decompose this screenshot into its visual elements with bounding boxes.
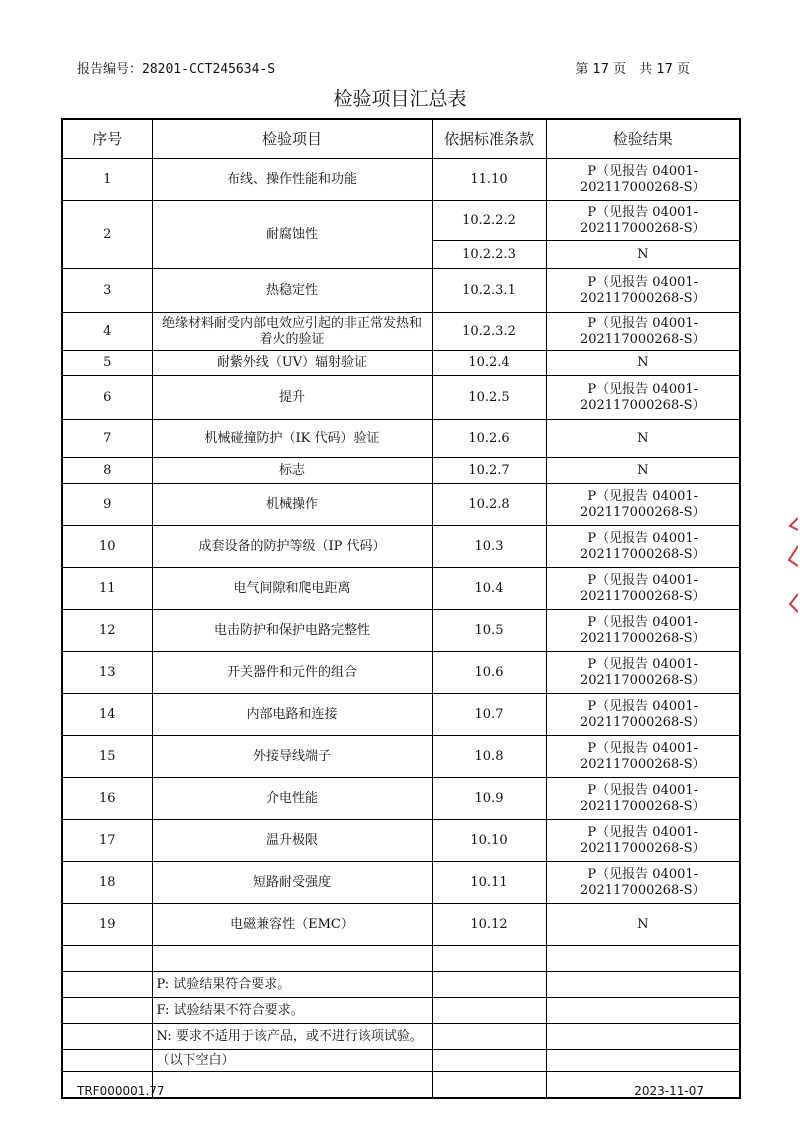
cell-clause: 10.2.8 [432, 484, 546, 526]
cell-item: 内部电路和连接 [152, 694, 432, 736]
table-row [62, 420, 740, 458]
cell-item: 成套设备的防护等级（IP 代码） [152, 526, 432, 568]
note-text: （以下空白） [152, 1050, 432, 1072]
table-row [62, 862, 740, 904]
cell-item: 标志 [152, 458, 432, 484]
cell-result: P（见报告 04001-202117000268-S） [546, 862, 740, 904]
cell-clause: 10.8 [432, 736, 546, 778]
cell-clause: 10.7 [432, 694, 546, 736]
cell-no: 11 [62, 568, 152, 610]
cell-no: 18 [62, 862, 152, 904]
cell-result: N [546, 351, 740, 376]
table-row [62, 610, 740, 652]
table-row [62, 458, 740, 484]
page-number: 第 17 页 共 17 页 [575, 62, 690, 77]
cell-no [62, 946, 152, 972]
cell-result: P（见报告 04001-202117000268-S） [546, 778, 740, 820]
cell-no: 2 [62, 201, 152, 269]
cell-clause: 10.5 [432, 610, 546, 652]
cell-item: 绝缘材料耐受内部电效应引起的非正常发热和着火的验证 [152, 313, 432, 351]
cell-clause: 10.2.3.1 [432, 269, 546, 313]
issue-date: 2023-11-07 [634, 1084, 704, 1098]
col-header-item: 检验项目 [152, 119, 432, 159]
table-row [62, 694, 740, 736]
cell-no: 4 [62, 313, 152, 351]
cell-result: N [546, 241, 740, 269]
cell-item: 热稳定性 [152, 269, 432, 313]
table-header-row [62, 119, 740, 159]
cell-result: P（见报告 04001-202117000268-S） [546, 313, 740, 351]
col-header-no: 序号 [62, 119, 152, 159]
table-row [62, 904, 740, 946]
cell-result: P（见报告 04001-202117000268-S） [546, 568, 740, 610]
cell-result: P（见报告 04001-202117000268-S） [546, 484, 740, 526]
cell-result: P（见报告 04001-202117000268-S） [546, 736, 740, 778]
cell-clause: 10.2.3.2 [432, 313, 546, 351]
cell-item: 电磁兼容性（EMC） [152, 904, 432, 946]
cell-result: P（见报告 04001-202117000268-S） [546, 376, 740, 420]
cell-clause: 11.10 [432, 159, 546, 201]
cell-result: P（见报告 04001-202117000268-S） [546, 652, 740, 694]
cell-result: P（见报告 04001-202117000268-S） [546, 694, 740, 736]
table-row [62, 946, 740, 972]
cell-item: 外接导线端子 [152, 736, 432, 778]
cell-no: 10 [62, 526, 152, 568]
cell-clause: 10.2.6 [432, 420, 546, 458]
table-row [62, 820, 740, 862]
col-header-clause: 依据标准条款 [432, 119, 546, 159]
cell-no: 12 [62, 610, 152, 652]
cell-no: 1 [62, 159, 152, 201]
cell-clause: 10.12 [432, 904, 546, 946]
note-text: N: 要求不适用于该产品，或不进行该项试验。 [152, 1024, 432, 1050]
cell-no: 16 [62, 778, 152, 820]
cell-item [152, 946, 432, 972]
cell-result: N [546, 420, 740, 458]
stamp-fragment [789, 518, 798, 612]
table-row [62, 201, 740, 241]
cell-item: 电击防护和保护电路完整性 [152, 610, 432, 652]
cell-result: P（见报告 04001-202117000268-S） [546, 269, 740, 313]
cell-no: 6 [62, 376, 152, 420]
table-row [62, 778, 740, 820]
table-row [62, 484, 740, 526]
report-number: 报告编号：28201-CCT245634-S [77, 62, 276, 77]
cell-clause: 10.4 [432, 568, 546, 610]
table-row [62, 736, 740, 778]
cell-result: P（见报告 04001-202117000268-S） [546, 159, 740, 201]
page-edge-stamp-mark [786, 516, 798, 616]
cell-result: P（见报告 04001-202117000268-S） [546, 201, 740, 241]
cell-item: 耐腐蚀性 [152, 201, 432, 269]
table-row [62, 313, 740, 351]
table-row [62, 351, 740, 376]
cell-no: 13 [62, 652, 152, 694]
cell-result: P（见报告 04001-202117000268-S） [546, 526, 740, 568]
cell-item: 机械操作 [152, 484, 432, 526]
cell-result: N [546, 904, 740, 946]
cell-result: P（见报告 04001-202117000268-S） [546, 820, 740, 862]
cell-no: 7 [62, 420, 152, 458]
cell-no: 5 [62, 351, 152, 376]
note-text: F: 试验结果不符合要求。 [152, 998, 432, 1024]
cell-result: P（见报告 04001-202117000268-S） [546, 610, 740, 652]
cell-clause: 10.2.7 [432, 458, 546, 484]
cell-clause: 10.11 [432, 862, 546, 904]
cell-item: 温升极限 [152, 820, 432, 862]
note-text: P: 试验结果符合要求。 [152, 972, 432, 998]
page-title: 检验项目汇总表 [333, 88, 467, 110]
cell-item: 介电性能 [152, 778, 432, 820]
cell-item: 提升 [152, 376, 432, 420]
cell-no: 8 [62, 458, 152, 484]
table-row [62, 568, 740, 610]
cell-clause: 10.2.4 [432, 351, 546, 376]
cell-item: 电气间隙和爬电距离 [152, 568, 432, 610]
cell-no: 9 [62, 484, 152, 526]
table-row [62, 652, 740, 694]
cell-item: 机械碰撞防护（IK 代码）验证 [152, 420, 432, 458]
cell-no: 3 [62, 269, 152, 313]
cell-clause: 10.2.5 [432, 376, 546, 420]
note-row [62, 1024, 740, 1050]
cell-clause: 10.6 [432, 652, 546, 694]
table-row [62, 526, 740, 568]
note-row [62, 998, 740, 1024]
cell-clause: 10.10 [432, 820, 546, 862]
cell-item: 耐紫外线（UV）辐射验证 [152, 351, 432, 376]
cell-no: 15 [62, 736, 152, 778]
cell-item: 开关器件和元件的组合 [152, 652, 432, 694]
table-row [62, 269, 740, 313]
cell-clause: 10.2.2.3 [432, 241, 546, 269]
col-header-result: 检验结果 [546, 119, 740, 159]
table-row [62, 376, 740, 420]
cell-result: N [546, 458, 740, 484]
cell-no: 17 [62, 820, 152, 862]
cell-no: 19 [62, 904, 152, 946]
form-number: TRF000001.77 [77, 1084, 165, 1098]
cell-clause [432, 946, 546, 972]
cell-clause: 10.3 [432, 526, 546, 568]
table-row [62, 159, 740, 201]
cell-clause: 10.2.2.2 [432, 201, 546, 241]
inspection-summary-table [61, 118, 741, 1099]
note-row [62, 1050, 740, 1072]
cell-result [546, 946, 740, 972]
cell-item: 短路耐受强度 [152, 862, 432, 904]
cell-clause: 10.9 [432, 778, 546, 820]
cell-no: 14 [62, 694, 152, 736]
cell-item: 布线、操作性能和功能 [152, 159, 432, 201]
note-row [62, 972, 740, 998]
